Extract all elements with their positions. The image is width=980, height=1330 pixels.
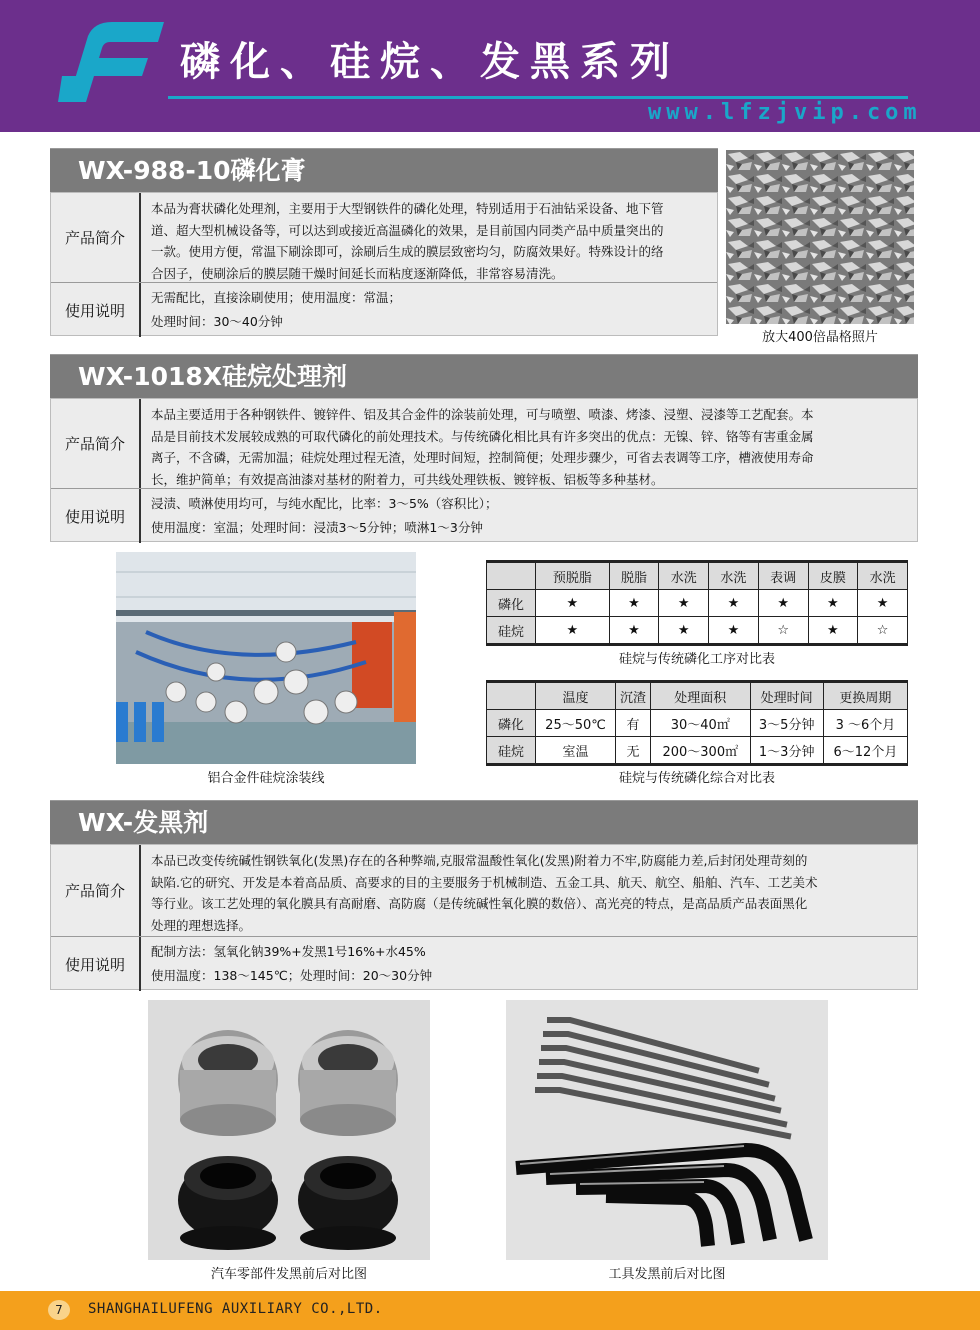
company-logo xyxy=(58,16,168,108)
product-title: WX-1018X硅烷处理剂 xyxy=(50,354,918,398)
table-cell: 200～300㎡ xyxy=(651,737,750,765)
intro-text xyxy=(151,850,907,936)
table-header-cell: 水洗 xyxy=(659,562,709,590)
table-cell: 无 xyxy=(616,737,651,765)
table-cell: ★ xyxy=(808,590,858,617)
table-header-cell: 水洗 xyxy=(858,562,908,590)
table-cell: 有 xyxy=(616,710,651,737)
table-header-cell: 处理面积 xyxy=(651,682,750,710)
table-header-cell: 皮膜 xyxy=(808,562,858,590)
table-cell: ★ xyxy=(808,617,858,645)
overall-table-caption: 硅烷与传统磷化综合对比表 xyxy=(618,771,775,786)
table-cell: ★ xyxy=(609,590,659,617)
table-row xyxy=(487,617,908,645)
table-row-head: 硅烷 xyxy=(487,617,536,645)
usage-text xyxy=(151,940,907,988)
text-line: 本品主要适用于各种钢铁件、镀锌件、铝及其合金件的涂装前处理，可与喷塑、喷漆、烤漆、浸塑、浸漆等工艺配套。本 xyxy=(151,407,814,422)
intro-text xyxy=(151,198,707,284)
table-header-row xyxy=(487,682,908,710)
table-cell: ★ xyxy=(536,590,610,617)
table-row xyxy=(487,710,908,737)
table-header-cell: 预脱脂 xyxy=(536,562,610,590)
text-line: 长，维护简单；有效提高油漆对基材的附着力，可共线处理铁板、镀锌板、铝板等多种基材。 xyxy=(151,471,664,487)
page-number: 7 xyxy=(48,1300,70,1320)
table-header-cell: 处理时间 xyxy=(750,682,823,710)
table-cell: ★ xyxy=(709,590,759,617)
overall-comparison-table xyxy=(486,680,908,766)
intro-row xyxy=(51,845,917,937)
text-line: 处理时间：30～40分钟 xyxy=(151,314,283,329)
table-cell: 1～3分钟 xyxy=(750,737,823,765)
table-cell: 3～5分钟 xyxy=(750,710,823,737)
page-title: 磷化、硅烷、发黑系列 xyxy=(180,39,680,85)
text-line: 浸渍、喷淋使用均可，与纯水配比，比率：3～5%（容积比）； xyxy=(151,496,498,511)
text-line: 无需配比，直接涂刷使用；使用温度：常温； xyxy=(151,290,402,305)
tools-comparison-photo xyxy=(506,1000,828,1260)
product-details xyxy=(50,192,718,336)
table-header-cell: 脱脂 xyxy=(609,562,659,590)
intro-label: 产品简介 xyxy=(51,193,141,282)
title-underline xyxy=(168,96,908,99)
table-cell: 3 ～6个月 xyxy=(823,710,907,737)
table-header-row xyxy=(487,562,908,590)
product-block-silane-agent xyxy=(50,354,918,542)
intro-row xyxy=(51,193,717,283)
table-cell: 室温 xyxy=(536,737,616,765)
text-line: 等行业。该工艺处理的氧化膜具有高耐磨、高防腐（是传统碱性氧化膜的数倍）、高光亮的特点，是高品质产品表面黑化 xyxy=(151,896,808,911)
text-line: 本品已改变传统碱性钢铁氧化(发黑)存在的各种弊端,克服常温酸性氧化(发黑)附着力不牢,防腐能力差,后封闭处理苛刻的 xyxy=(151,853,808,868)
coating-line-caption: 铝合金件硅烷涂装线 xyxy=(207,771,325,786)
table-cell: 25～50℃ xyxy=(536,710,616,737)
text-line: 本品为膏状磷化处理剂，主要用于大型钢铁件的磷化处理，特别适用于石油钻采设备、地下管 xyxy=(151,201,664,216)
text-line: 配制方法：氢氧化钠39%+发黑1号16%+水45% xyxy=(151,944,426,959)
table-row xyxy=(487,590,908,617)
table-header-cell: 表调 xyxy=(758,562,808,590)
table-row-head: 硅烷 xyxy=(487,737,536,765)
product-block-phosphating-paste xyxy=(50,148,718,336)
intro-text xyxy=(151,404,907,490)
intro-label: 产品简介 xyxy=(51,845,141,936)
text-line: 使用温度：室温；处理时间：浸渍3～5分钟；喷淋1～3分钟 xyxy=(151,520,483,535)
table-cell: ☆ xyxy=(858,617,908,645)
table-header-cell: 温度 xyxy=(536,682,616,710)
table-cell: ★ xyxy=(858,590,908,617)
tools-caption: 工具发黑前后对比图 xyxy=(608,1267,726,1282)
text-line: 处理的理想选择。 xyxy=(151,917,252,933)
intro-label: 产品简介 xyxy=(51,399,141,488)
text-line: 离子，不含磷，无需加温；硅烷处理过程无渣，处理时间短，控制简便；处理步骤少，可省去表调等工序，槽液使用寿命 xyxy=(151,450,814,465)
usage-row xyxy=(51,283,717,337)
auto-parts-comparison-photo xyxy=(148,1000,430,1260)
table-row-head: 磷化 xyxy=(487,710,536,737)
auto-parts-caption: 汽车零部件发黑前后对比图 xyxy=(210,1267,367,1282)
process-table-caption: 硅烷与传统磷化工序对比表 xyxy=(618,652,775,667)
usage-label: 使用说明 xyxy=(51,937,141,991)
table-cell: ★ xyxy=(609,617,659,645)
table-cell: ★ xyxy=(709,617,759,645)
table-row xyxy=(487,737,908,765)
process-comparison-table xyxy=(486,560,908,646)
usage-text xyxy=(151,492,907,540)
table-cell: 6～12个月 xyxy=(823,737,907,765)
product-details xyxy=(50,844,918,990)
text-line: 缺陷.它的研究、开发是本着高品质、高要求的目的主要服务于机械制造、五金工具、航天、航空、船舶、汽车、工艺美术 xyxy=(151,874,818,890)
table-cell: ★ xyxy=(536,617,610,645)
usage-label: 使用说明 xyxy=(51,283,141,337)
table-header-cell: 更换周期 xyxy=(823,682,907,710)
text-line: 一款。使用方便，常温下刷涂即可，涂刷后生成的膜层致密均匀，防腐效果好。特殊设计的络 xyxy=(151,244,664,259)
usage-row xyxy=(51,937,917,991)
text-line: 合因子，使刷涂后的膜层随干燥时间延长而粘度逐渐降低，非常容易清洗。 xyxy=(151,265,564,281)
product-title: WX-发黑剂 xyxy=(50,800,918,844)
text-line: 品是目前技术发展较成熟的可取代磷化的前处理技术。与传统磷化相比具有许多突出的优点：无镍、锌、铬等有害重金属 xyxy=(151,428,814,444)
usage-row xyxy=(51,489,917,543)
product-details xyxy=(50,398,918,542)
crystal-micrograph-image xyxy=(726,150,914,324)
table-header-cell: 沉渣 xyxy=(616,682,651,710)
usage-text xyxy=(151,286,707,334)
table-header-cell xyxy=(487,682,536,710)
table-header-cell xyxy=(487,562,536,590)
table-header-cell: 水洗 xyxy=(709,562,759,590)
table-cell: ★ xyxy=(758,590,808,617)
table-row-head: 磷化 xyxy=(487,590,536,617)
micrograph-caption: 放大400倍晶格照片 xyxy=(762,330,878,345)
intro-row xyxy=(51,399,917,489)
table-cell: ★ xyxy=(659,617,709,645)
usage-label: 使用说明 xyxy=(51,489,141,543)
text-line: 使用温度：138～145℃；处理时间：20～30分钟 xyxy=(151,968,433,983)
company-name: SHANGHAILUFENG AUXILIARY CO.,LTD. xyxy=(88,1301,383,1317)
text-line: 道、超大型机械设备等，可以达到或接近高温磷化的效果，是目前国内同类产品中质量突出的 xyxy=(151,222,664,238)
product-block-blackening-agent xyxy=(50,800,918,990)
table-cell: 30～40㎡ xyxy=(651,710,750,737)
coating-line-photo xyxy=(116,552,416,764)
table-cell: ☆ xyxy=(758,617,808,645)
website-url[interactable]: www.lfzjvip.com xyxy=(648,100,922,125)
product-title: WX-988-10磷化膏 xyxy=(50,148,718,192)
table-cell: ★ xyxy=(659,590,709,617)
